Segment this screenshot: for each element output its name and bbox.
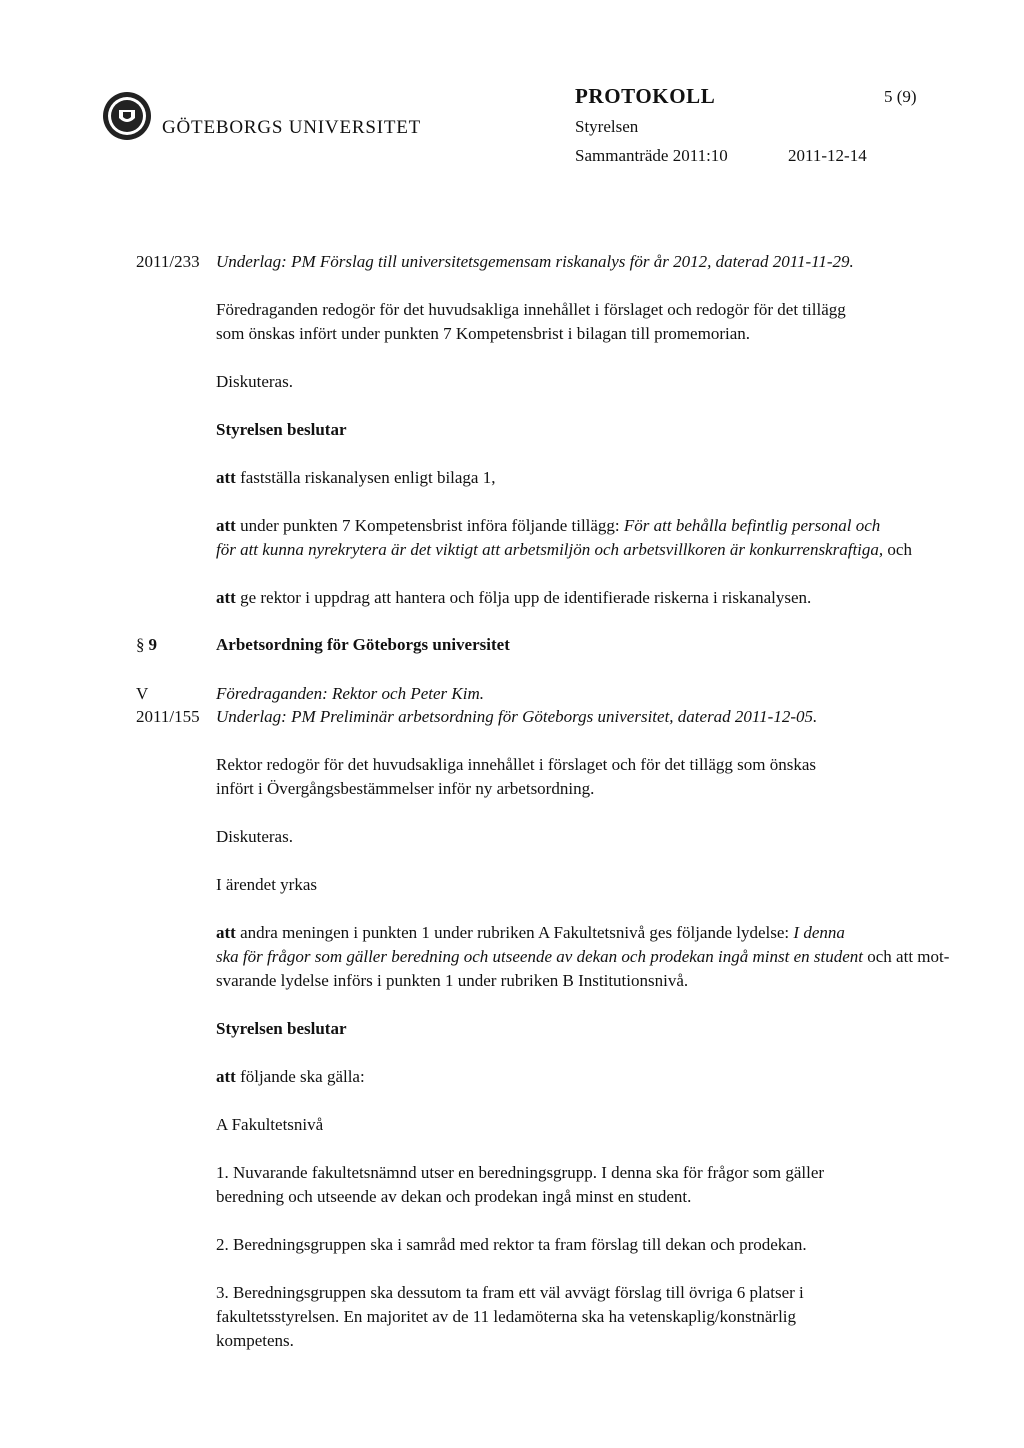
att-keyword: att [216,923,236,942]
v-mark: V [136,684,149,703]
decision-233-2-quote1: För att behålla befintlig personal och [623,516,881,535]
basis-155: Underlag: PM Preliminär arbetsordning för Göteborgs universitet, daterad 2011-12-05. [216,707,818,726]
page-number: 5 (9) [884,87,917,106]
document-type: PROTOKOLL [575,84,716,108]
university-name: GÖTEBORGS UNIVERSITET [162,117,422,138]
motion-line1-quote: I denna [793,923,845,942]
decision-233-1 [216,466,495,490]
list-item-2-line1: 2. Beredningsgruppen ska i samråd med rektor ta fram förslag till dekan och prodekan. [216,1235,807,1254]
decision-233-2-quote2: för att kunna nyrekrytera är det viktigt att arbetsmiljön och arbetsvillkoren är konkurrenskraftiga, [216,540,884,559]
att-keyword: att [216,1067,236,1086]
presentation-233-line1: Föredraganden redogör för det huvudsakliga innehållet i förslaget och redogör för det tillägg [216,300,846,319]
presentation-155-line1: Rektor redogör för det huvudsakliga innehållet i förslaget och för det tillägg som önskas [216,755,817,774]
motion-line2-tail: och att mot- [867,947,950,966]
decision-233-1-text: fastställa riskanalysen enligt bilaga 1, [240,468,496,487]
university-seal-icon [101,90,153,142]
subheading-fakultetsniva: A Fakultetsnivå [216,1115,324,1134]
board-name: Styrelsen [575,117,639,136]
meeting-date: 2011-12-14 [788,146,867,165]
motion-line2 [216,945,949,969]
case-number-233: 2011/233 [136,252,200,271]
motion-line1 [216,921,845,945]
decision-heading-155: Styrelsen beslutar [216,1019,347,1038]
decision-233-3-text: ge rektor i uppdrag att hantera och följa upp de identifierade riskerna i riskanalysen. [240,588,812,607]
meeting-number: Sammanträde 2011:10 [575,146,728,165]
motion-intro: I ärendet yrkas [216,875,318,894]
decision-233-2-tail: och [887,540,912,559]
decision-233-2-line2 [216,538,912,562]
att-keyword: att [216,468,236,487]
decision-233-2-line1 [216,514,936,538]
section-title: Arbetsordning för Göteborgs universitet [216,635,510,654]
motion-line2-quote: ska för frågor som gäller beredning och utseende av dekan och prodekan ingå minst en student [216,947,863,966]
list-item-1-line1: 1. Nuvarande fakultetsnämnd utser en beredningsgrupp. I denna ska för frågor som gäller [216,1163,825,1182]
motion-line1-text: andra meningen i punkten 1 under rubriken A Fakultetsnivå ges följande lydelse: [240,923,790,942]
presentation-233-line2: som önskas infört under punkten 7 Kompetensbrist i bilagan till promemorian. [216,324,750,343]
att-keyword: att [216,588,236,607]
list-item-3-line3: kompetens. [216,1331,294,1350]
basis-233: Underlag: PM Förslag till universitetsgemensam riskanalys för år 2012, daterad 2011-11-29. [216,252,854,271]
decision-233-2-text: under punkten 7 Kompetensbrist införa följande tillägg: [240,516,620,535]
section-symbol-glyph: § [136,635,145,654]
list-item-1-line2: beredning och utseende av dekan och prodekan ingå minst en student. [216,1187,692,1206]
section-symbol [136,633,157,657]
att-keyword: att [216,516,236,535]
list-item-3-line1: 3. Beredningsgruppen ska dessutom ta fram ett väl avvägt förslag till övriga 6 platser i [216,1283,804,1302]
motion-line3: svarande lydelse införs i punkten 1 under rubriken B Institutionsnivå. [216,971,689,990]
case-number-155: 2011/155 [136,707,200,726]
decision-233-3 [216,586,811,610]
presenters: Föredraganden: Rektor och Peter Kim. [216,684,484,703]
discussed-233: Diskuteras. [216,372,293,391]
list-item-3-line2: fakultetsstyrelsen. En majoritet av de 11 ledamöterna ska ha vetenskaplig/konstnärlig [216,1307,797,1326]
decision-155 [216,1065,365,1089]
discussed-155: Diskuteras. [216,827,293,846]
section-number: 9 [148,635,157,654]
presentation-155-line2: infört i Övergångsbestämmelser inför ny arbetsordning. [216,779,595,798]
decision-155-text: följande ska gälla: [240,1067,365,1086]
decision-heading-233: Styrelsen beslutar [216,420,347,439]
